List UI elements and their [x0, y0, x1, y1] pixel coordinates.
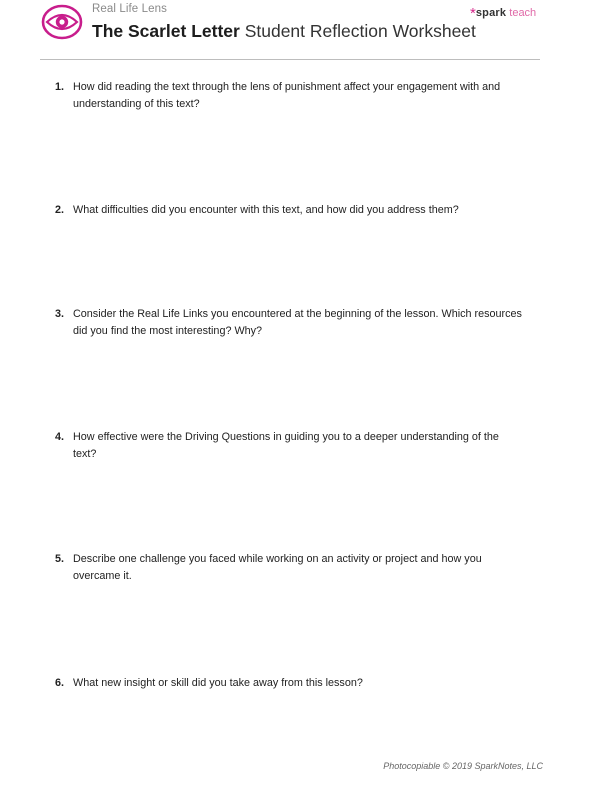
question-number: 6. — [55, 677, 65, 689]
header-divider — [40, 59, 540, 60]
eye-icon — [40, 4, 84, 40]
question-number: 4. — [55, 431, 65, 443]
question-number: 1. — [55, 81, 65, 93]
question-item — [55, 675, 525, 692]
question-number: 2. — [55, 204, 65, 216]
copyright-footer: Photocopiable © 2019 SparkNotes, LLC — [383, 761, 543, 771]
question-text: Consider the Real Life Links you encountered at the beginning of the lesson. Which resources did you find the most interesting? Why? — [73, 308, 522, 337]
question-number: 3. — [55, 308, 65, 320]
question-text: What difficulties did you encounter with this text, and how did you address them? — [73, 204, 459, 216]
question-item — [55, 202, 525, 219]
question-text: What new insight or skill did you take away from this lesson? — [73, 677, 363, 689]
series-label: Real Life Lens — [92, 3, 167, 15]
book-title: The Scarlet Letter — [92, 21, 240, 41]
question-item — [55, 306, 525, 340]
question-text: How effective were the Driving Questions in guiding you to a deeper understanding of the text? — [73, 431, 499, 460]
question-item — [55, 79, 525, 113]
brand-asterisk: * — [470, 5, 476, 22]
question-text: Describe one challenge you faced while working on an activity or project and how you overcame it. — [73, 553, 482, 582]
sparkteach-logo — [470, 3, 536, 20]
page-title — [92, 19, 476, 43]
question-text: How did reading the text through the lens of punishment affect your engagement with and understanding of this text? — [73, 81, 501, 110]
question-item — [55, 429, 525, 463]
question-number: 5. — [55, 553, 65, 565]
brand-teach: teach — [509, 7, 537, 19]
worksheet-title: Student Reflection Worksheet — [244, 21, 476, 41]
brand-spark: spark — [475, 7, 507, 19]
question-item — [55, 551, 525, 585]
